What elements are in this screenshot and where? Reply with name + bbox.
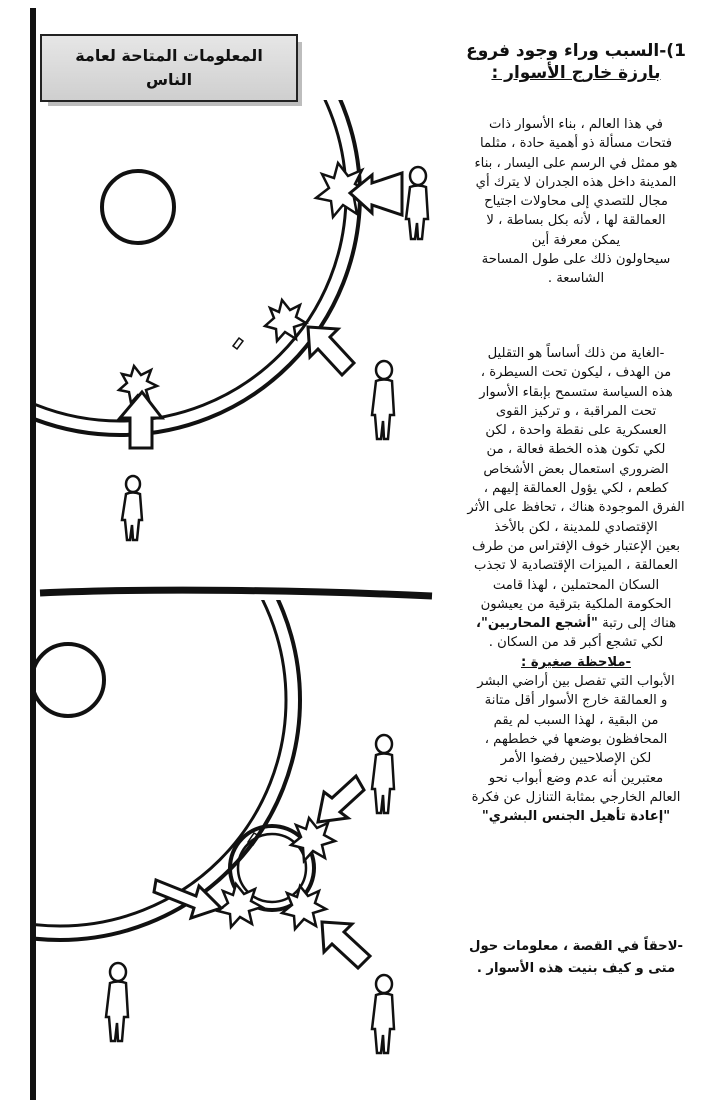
banner-line-2: الناس [145,70,193,89]
section-heading [440,40,712,84]
para2-line: السكان المحتملين ، لهذا قامت [492,577,660,593]
arrow-4 [318,776,364,822]
human-figure-6 [372,975,394,1053]
para2-rank: "أشجع المحاربين"، [475,616,598,632]
para2-rank-prefix: هناك إلى رتبة [597,616,677,632]
para1-line: هو ممثل في الرسم على اليسار ، بناء [474,155,678,171]
para3-line: العالم الخارجي بمثابة التنازل عن فكرة [471,789,681,805]
top-inner-city-circle [102,171,174,243]
para1-line: في هذا العالم ، بناء الأسوار ذات [488,117,663,132]
para2-rank-line [440,614,712,633]
para2-line: بعين الإعتبار خوف الإفتراس من طرف [471,538,681,554]
para2-line: كطعم ، لكي يؤول العمالقة إليهم ، [483,481,669,497]
note-title: -ملاحظة صغيرة : [520,654,631,670]
human-figure-2 [372,361,394,439]
breach-star-6 [282,886,326,929]
breach-star-2 [265,300,306,341]
para3-line: و العمالقة خارج الأسوار أقل متانة [484,693,668,709]
heading-line-1: 1)-السبب وراء وجود فروع [466,41,686,61]
para1-line: العمالقة لها ، لأنه بكل بساطة ، لا [486,213,666,229]
para3-line: لكن الإصلاحيين رفضوا الأمر [500,751,652,767]
bottom-outer-wall [0,460,300,940]
para2-line: تحت المراقبة ، و تركيز القوى [495,403,657,419]
bottom-inner-city-circle [32,644,104,716]
para4-line: -لاحقاً في القصة ، معلومات حول [469,939,683,954]
paragraph-2 [440,344,712,826]
para4-line: متى و كيف بنيت هذه الأسوار . [476,961,676,976]
para3-line: معتبرين أنه عدم وضع أبواب نحو [488,770,664,786]
para1-line: الشاسعة . [547,271,605,287]
para1-line: فتحات مسألة ذو أهمية حادة ، مثلما [479,136,673,152]
para2-line: هذه السياسة ستسمح بإبقاء الأسوار [479,384,673,400]
heading-line-2: بارزة خارج الأسوار : [491,63,661,83]
para2-line: -الغاية من ذلك أساساً هو التقليل [487,346,665,361]
breach-star-5 [218,884,262,927]
para2-line: من الهدف ، ليكون تحت السيطرة ، [480,365,672,381]
para3-line: من البقية ، لهذا السبب لم يقم [493,712,659,728]
para2-line: الضروري استعمال بعض الأشخاص [483,461,669,477]
top-gate-mark [233,338,243,349]
human-figure-5 [106,963,128,1041]
para2-line: الحكومة الملكية بترقية من يعيشون [480,596,672,612]
para2-line: الفرق الموجودة هناك ، تحافظ على الأثر [467,500,685,516]
para2-line: العسكرية على نقطة واحدة ، لكن [485,423,667,439]
para2-end: لكي تشجع أكبر قد من السكان . [488,635,664,651]
top-outer-wall [0,0,360,435]
panel-divider [40,590,432,596]
arrow-6 [322,922,370,968]
para1-line: المدينة داخل هذه الجدران لا يترك أي [475,174,677,190]
human-figure-4 [372,735,394,813]
top-wall-diagram [0,0,360,435]
para1-line: سيحاولون ذلك على طول المساحة [481,252,671,268]
para2-line: لكي تكون هذه الخطة فعالة ، من [486,442,666,458]
para3-line: الأبواب التي تفصل بين أراضي البشر [477,674,675,690]
human-figure-3 [122,476,142,540]
para1-line: مجال للتصدي إلى محاولات اجتياح [484,194,668,210]
para2-line: العمالقة ، الميزات الإقتصادية لا تجذب [474,558,678,574]
bottom-wall-diagram [0,460,300,940]
human-figure-1 [406,167,428,239]
para3-line: المحافظون بوضعها في خططهم ، [484,731,668,747]
para2-line: الإقتصادي للمدينة ، لكن بالأخذ [494,519,658,535]
banner-line-1: المعلومات المتاحة لعامة [75,46,263,65]
para1-line: يمكن معرفة أين [531,232,621,248]
paragraph-1 [440,115,712,289]
paragraph-4 [440,936,712,980]
para3-quote: "إعادة تأهيل الجنس البشري" [481,809,671,825]
arrow-2 [308,327,354,375]
